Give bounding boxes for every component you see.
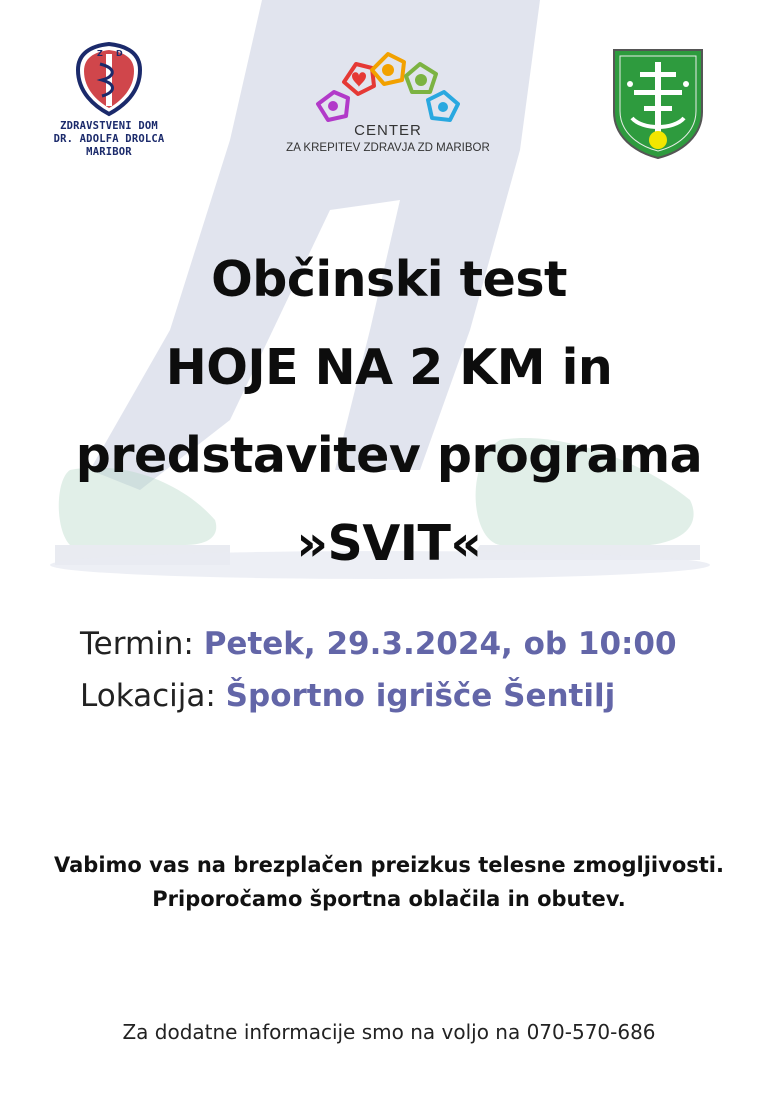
location-label: Lokacija: [80,678,216,714]
invitation-line2: Priporočamo športna oblačila in obutev. [152,887,626,911]
event-details [80,618,677,722]
date-value: Petek, 29.3.2024, ob 10:00 [203,626,677,662]
location-value: Športno igrišče Šentilj [225,678,616,714]
center-logo-subtitle: ZA KREPITEV ZDRAVJA ZD MARIBOR [286,142,490,154]
date-label: Termin: [80,626,194,662]
center-pentagons-icon [266,50,510,126]
contact-info: Za dodatne informacije smo na voljo na 070-570-686 [122,1020,656,1044]
zd-logo-line2: DR. ADOLFA DROLCA [53,133,165,145]
svg-text:D: D [116,49,123,58]
headline-line4: »SVIT« [296,515,482,572]
location-row [80,670,677,722]
headline-line1: Občinski test [211,251,567,308]
headline-line2: HOJE NA 2 KM in [165,339,613,396]
invitation-text [0,848,778,916]
date-row [80,618,677,670]
zd-maribor-logo [42,40,176,170]
headline-line3: predstavitev programa [75,427,703,484]
zd-shield-icon [42,40,176,120]
zd-logo-line3: MARIBOR [86,146,132,158]
event-headline [0,236,778,588]
invitation-line1: Vabimo vas na brezplačen preizkus telesne zmogljivosti. [54,853,724,877]
svg-text:Z: Z [97,49,103,58]
center-krepitev-zdravja-logo [266,50,510,160]
zd-logo-line1: ZDRAVSTVENI DOM [60,120,158,132]
municipality-crest-icon [612,48,704,160]
center-logo-title: CENTER [354,122,422,139]
